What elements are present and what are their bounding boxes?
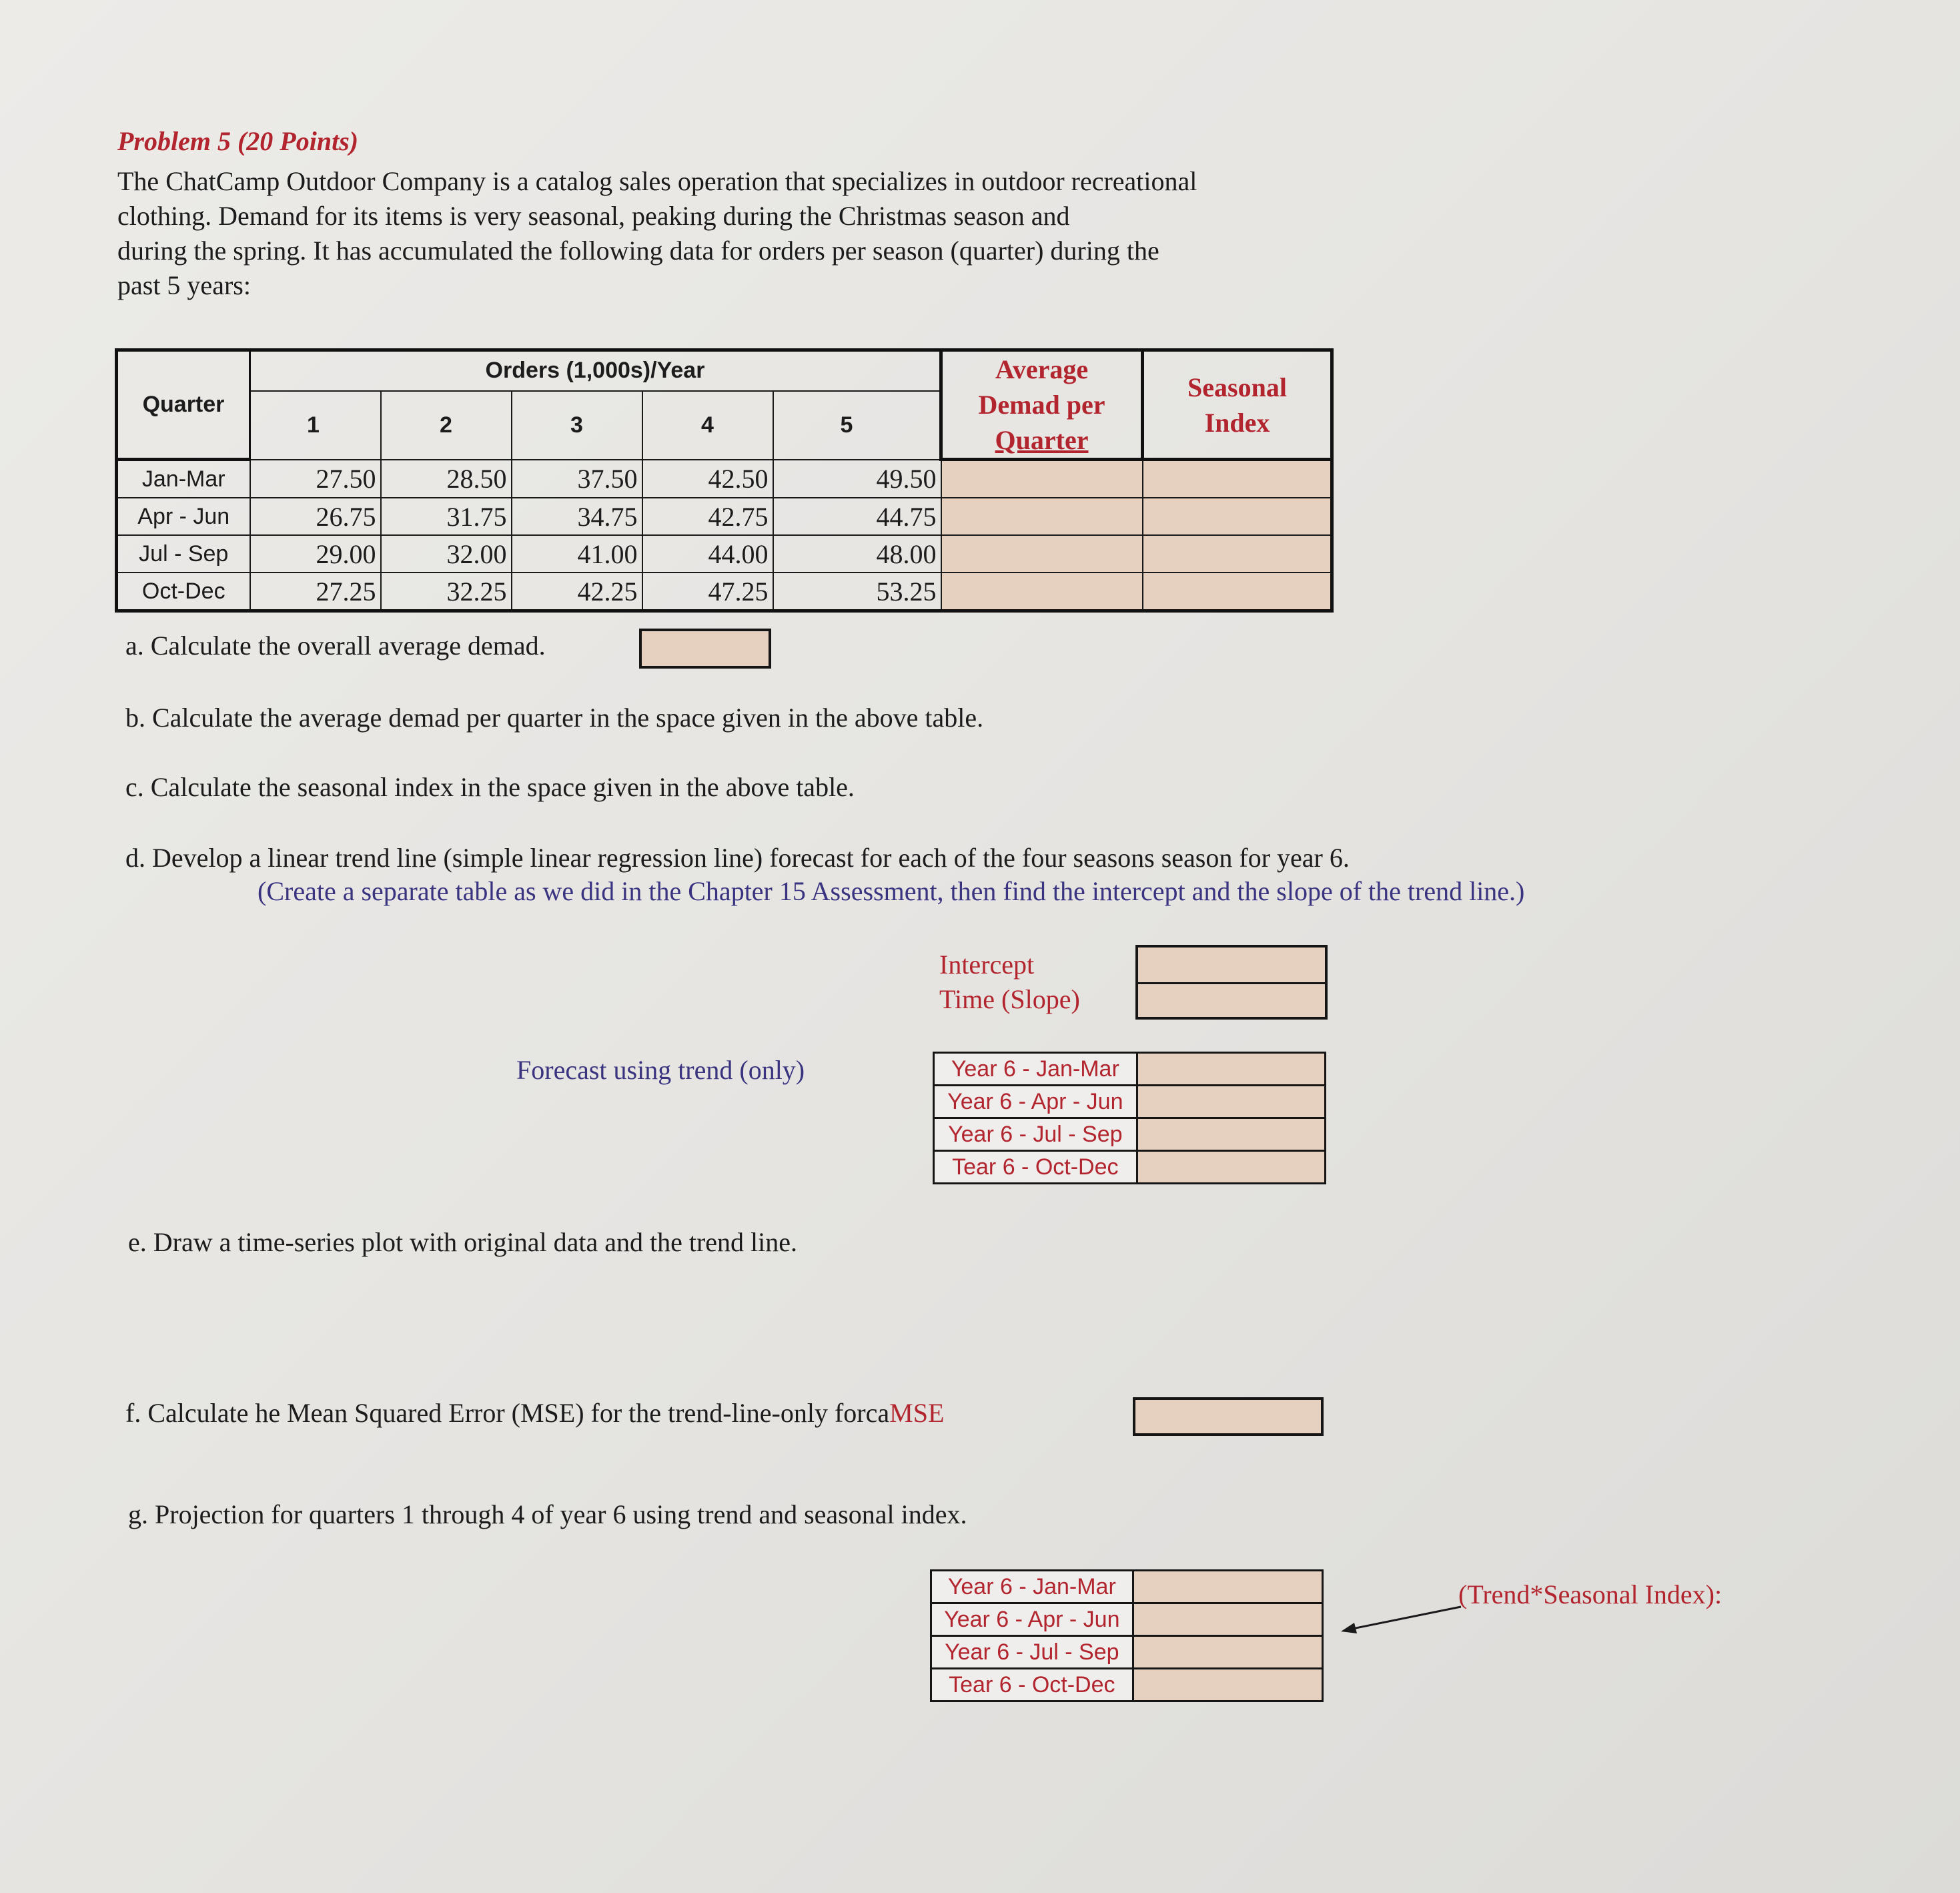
forecast-row-label: Year 6 - Jan-Mar <box>934 1053 1137 1086</box>
orders-cell: 37.50 <box>512 460 642 498</box>
seasonal-index-input[interactable] <box>1143 498 1332 535</box>
quarter-label: Apr - Jun <box>117 498 250 535</box>
question-g: g. Projection for quarters 1 through 4 of year 6 using trend and seasonal index. <box>128 1499 967 1529</box>
question-f <box>125 1397 944 1429</box>
average-demand-input[interactable] <box>941 535 1143 573</box>
question-f-text: f. Calculate he Mean Squared Error (MSE) for the trend-line-only forca <box>125 1398 890 1428</box>
slope-input[interactable] <box>1138 984 1325 1017</box>
question-c: c. Calculate the seasonal index in the space given in the above table. <box>125 772 855 802</box>
orders-header: Orders (1,000s)/Year <box>250 350 941 391</box>
year-header-3: 3 <box>512 391 642 460</box>
seasonal-index-input[interactable] <box>1143 460 1332 498</box>
orders-cell: 42.50 <box>642 460 773 498</box>
average-demand-input[interactable] <box>941 460 1143 498</box>
question-b: b. Calculate the average demad per quarter in the space given in the above table. <box>125 703 984 733</box>
problem-title: Problem 5 (20 Points) <box>117 126 359 156</box>
intercept-label: Intercept <box>939 950 1035 980</box>
table-row <box>931 1669 1323 1701</box>
orders-cell: 42.75 <box>642 498 773 535</box>
orders-cell: 47.25 <box>642 573 773 611</box>
forecast-trend-label: Forecast using trend (only) <box>516 1055 805 1085</box>
quarter-label: Oct-Dec <box>117 573 250 611</box>
seasonal-index-input[interactable] <box>1143 535 1332 573</box>
avg-header-line-1: Average <box>995 354 1089 384</box>
quarter-label: Jan-Mar <box>117 460 250 498</box>
question-d-note: (Create a separate table as we did in the Chapter 15 Assessment, then find the intercept and the slope of the trend line.) <box>258 876 1525 906</box>
projection-input[interactable] <box>1133 1636 1322 1669</box>
forecast-row-label: Year 6 - Jul - Sep <box>934 1118 1137 1151</box>
intro-line-2: clothing. Demand for its items is very seasonal, peaking during the Christmas season and <box>117 201 1070 231</box>
table-row <box>934 1118 1326 1151</box>
trend-forecast-table <box>933 1052 1326 1184</box>
overall-average-input[interactable] <box>639 629 771 669</box>
seasonal-index-input[interactable] <box>1143 573 1332 611</box>
table-row <box>934 1086 1326 1118</box>
forecast-input[interactable] <box>1137 1151 1325 1184</box>
table-row <box>931 1603 1323 1636</box>
intercept-slope-box <box>1135 945 1328 1020</box>
intro-line-4: past 5 years: <box>117 270 251 300</box>
table-row <box>931 1571 1323 1603</box>
average-demand-input[interactable] <box>941 573 1143 611</box>
projection-input[interactable] <box>1133 1571 1322 1603</box>
orders-cell: 48.00 <box>773 535 941 573</box>
projection-row-label: Tear 6 - Oct-Dec <box>931 1669 1133 1701</box>
projection-note: (Trend*Seasonal Index): <box>1458 1579 1723 1609</box>
intercept-input[interactable] <box>1138 948 1325 982</box>
projection-row-label: Year 6 - Jan-Mar <box>931 1571 1133 1603</box>
year-header-2: 2 <box>381 391 512 460</box>
intro-line-3: during the spring. It has accumulated the following data for orders per season (quarter) during the <box>117 236 1159 266</box>
year-header-1: 1 <box>250 391 381 460</box>
forecast-input[interactable] <box>1137 1053 1325 1086</box>
seasonal-header-line-1: Seasonal <box>1187 372 1287 402</box>
orders-cell: 34.75 <box>512 498 642 535</box>
orders-cell: 44.75 <box>773 498 941 535</box>
orders-cell: 29.00 <box>250 535 381 573</box>
orders-cell: 31.75 <box>381 498 512 535</box>
orders-cell: 42.25 <box>512 573 642 611</box>
quarter-header: Quarter <box>117 350 250 460</box>
question-d: d. Develop a linear trend line (simple linear regression line) forecast for each of the four seasons season for year 6. <box>125 843 1350 873</box>
table-row <box>931 1636 1323 1669</box>
orders-cell: 26.75 <box>250 498 381 535</box>
orders-cell: 44.00 <box>642 535 773 573</box>
year-header-4: 4 <box>642 391 773 460</box>
seasonal-index-header <box>1143 350 1332 460</box>
table-row <box>934 1053 1326 1086</box>
orders-table <box>115 348 1334 613</box>
mse-input[interactable] <box>1133 1397 1324 1436</box>
intro-line-1: The ChatCamp Outdoor Company is a catalog sales operation that specializes in outdoor recreational <box>117 166 1197 196</box>
quarter-label: Jul - Sep <box>117 535 250 573</box>
year-header-5: 5 <box>773 391 941 460</box>
slope-label: Time (Slope) <box>939 984 1080 1014</box>
avg-header-line-2: Demad per <box>978 390 1105 420</box>
orders-cell: 53.25 <box>773 573 941 611</box>
orders-cell: 32.00 <box>381 535 512 573</box>
forecast-row-label: Tear 6 - Oct-Dec <box>934 1151 1137 1184</box>
table-row <box>117 535 1332 573</box>
average-demand-input[interactable] <box>941 498 1143 535</box>
forecast-input[interactable] <box>1137 1086 1325 1118</box>
projection-input[interactable] <box>1133 1669 1322 1701</box>
question-e: e. Draw a time-series plot with original data and the trend line. <box>128 1227 798 1257</box>
avg-header-line-3: Quarter <box>995 425 1089 455</box>
projection-row-label: Year 6 - Apr - Jun <box>931 1603 1133 1636</box>
forecast-row-label: Year 6 - Apr - Jun <box>934 1086 1137 1118</box>
projection-table <box>930 1569 1324 1702</box>
orders-cell: 27.25 <box>250 573 381 611</box>
seasonal-header-line-2: Index <box>1204 407 1270 438</box>
arrow-icon <box>1334 1597 1468 1637</box>
orders-cell: 27.50 <box>250 460 381 498</box>
average-demand-header <box>941 350 1143 460</box>
orders-cell: 49.50 <box>773 460 941 498</box>
table-row <box>117 460 1332 498</box>
table-row <box>934 1151 1326 1184</box>
forecast-input[interactable] <box>1137 1118 1325 1151</box>
mse-label: MSE <box>889 1398 945 1428</box>
table-row <box>117 573 1332 611</box>
projection-input[interactable] <box>1133 1603 1322 1636</box>
orders-cell: 32.25 <box>381 573 512 611</box>
projection-row-label: Year 6 - Jul - Sep <box>931 1636 1133 1669</box>
table-row <box>117 498 1332 535</box>
orders-cell: 41.00 <box>512 535 642 573</box>
question-a: a. Calculate the overall average demad. <box>125 631 546 661</box>
orders-cell: 28.50 <box>381 460 512 498</box>
